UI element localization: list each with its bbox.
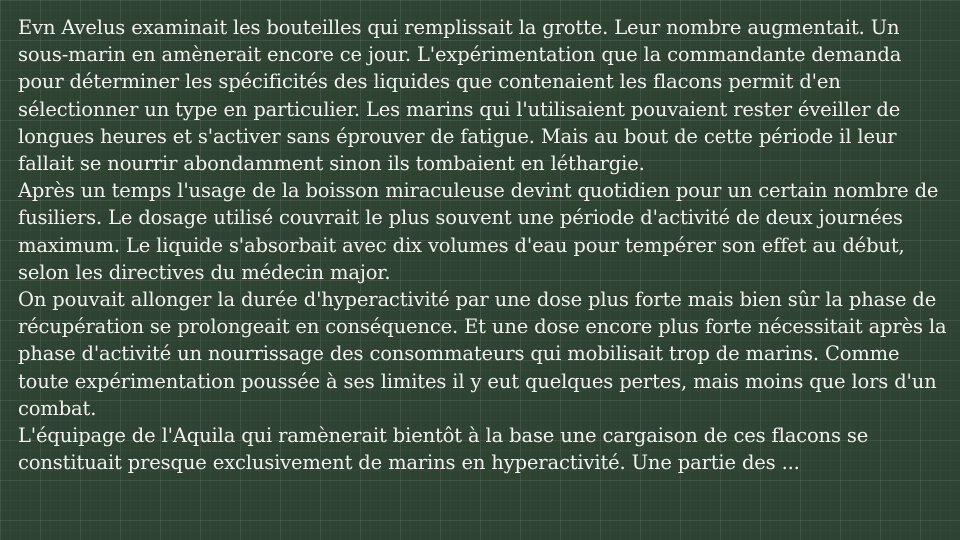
paragraph-4: L'équipage de l'Aquila qui ramènerait bientôt à la base une cargaison de ces flacons se constituait presque exclusivement de marins en hyperactivité. Une partie des ... xyxy=(18,424,869,475)
paragraph-1: Evn Avelus examinait les bouteilles qui remplissait la grotte. Leur nombre augmentait. Un sous-marin en amènerait encore ce jour. L'expérimentation que la commandante demanda pour déterminer les spécificités des liquides que contenaient les flacons permit d'en sélectionner un type en particulier. Les marins qui l'utilisaient pouvaient rester éveiller de longues heures et s'activer sans éprouver de fatigue. Mais au bout de cette période il leur fallait se nourrir abondamment sinon ils tombaient en léthargie. xyxy=(18,16,902,176)
paragraph-3: On pouvait allonger la durée d'hyperactivité par une dose plus forte mais bien sûr la phase de récupération se prolongeait en conséquence. Et une dose encore plus forte nécessitait après la phase d'activité un nourrissage des consommateurs qui mobilisait trop de marins. Comme toute expérimentation poussée à ses limites il y eut quelques pertes, mais moins que lors d'un combat. xyxy=(18,288,947,420)
text-body xyxy=(18,14,948,476)
paragraph-2: Après un temps l'usage de la boisson miraculeuse devint quotidien pour un certain nombre de fusiliers. Le dosage utilisé couvrait le plus souvent une période d'activité de deux journées maximum. Le liquide s'absorbait avec dix volumes d'eau pour tempérer son effet au début, selon les directives du médecin major. xyxy=(18,179,939,284)
